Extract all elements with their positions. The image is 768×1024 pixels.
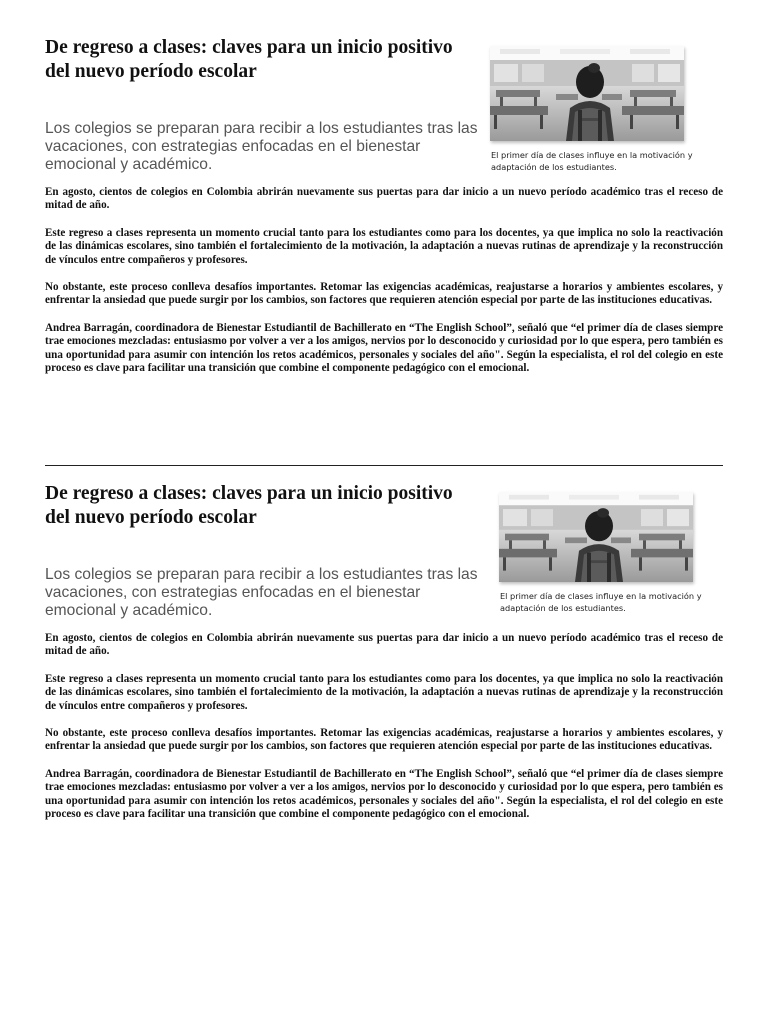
article-header <box>45 482 723 632</box>
paragraph-3: No obstante, este proceso conlleva desafíos importantes. Retomar las exigencias académicas, reajustarse a horarios y ambientes escolares, y enfrentar la ansiedad que puede surgir por los cambios, son factores que requieren atención especial por parte de las instituciones educativas. <box>45 281 723 307</box>
paragraph-4: Andrea Barragán, coordinadora de Bienestar Estudiantil de Bachillerato en “The English School”, señaló que “el primer día de clases siempre trae emociones mezcladas: entusiasmo por volver a ver a los amigos, nervios por lo desconocido y curiosidad por lo que espera, pero también es una oportunidad para asumir con intención los retos académicos, personales y sociales del año". Según la especialista, el rol del colegio en este proceso es clave para facilitar una transición que combine el componente pedagógico con el emocional. <box>45 767 723 821</box>
article-subtitle: Los colegios se preparan para recibir a los estudiantes tras las vacaciones, con estrategias enfocadas en el bienestar emocional y académico. <box>45 566 478 619</box>
paragraph-3: No obstante, este proceso conlleva desafíos importantes. Retomar las exigencias académicas, reajustarse a horarios y ambientes escolares, y enfrentar la ansiedad que puede surgir por los cambios, son factores que requieren atención especial por parte de las instituciones educativas. <box>45 727 723 753</box>
article-subtitle: Los colegios se preparan para recibir a los estudiantes tras las vacaciones, con estrategias enfocadas en el bienestar emocional y académico. <box>45 120 478 173</box>
article-2 <box>45 482 723 835</box>
article-1 <box>45 36 723 389</box>
article-figure <box>497 492 709 614</box>
photo-caption: El primer día de clases influye en la motivación y adaptación de los estudiantes. <box>500 591 702 613</box>
classroom-photo <box>499 492 693 582</box>
paragraph-4: Andrea Barragán, coordinadora de Bienestar Estudiantil de Bachillerato en “The English School”, señaló que “el primer día de clases siempre trae emociones mezcladas: entusiasmo por volver a ver a los amigos, nervios por lo desconocido y curiosidad por lo que espera, pero también es una oportunidad para asumir con intención los retos académicos, personales y sociales del año". Según la especialista, el rol del colegio en este proceso es clave para facilitar una transición que combine el componente pedagógico con el emocional. <box>45 321 723 375</box>
article-title: De regreso a clases: claves para un inicio positivo del nuevo período escolar <box>45 483 453 528</box>
paragraph-2: Este regreso a clases representa un momento crucial tanto para los estudiantes como para los docentes, ya que implica no solo la reactivación de las dinámicas escolares, sino también el fortalecimiento de la motivación, la adaptación a nuevas rutinas de aprendizaje y la reconstrucción de vínculos entre compañeros y profesores. <box>45 672 723 712</box>
section-divider <box>45 465 723 466</box>
paragraph-1: En agosto, cientos de colegios en Colombia abrirán nuevamente sus puertas para dar inicio a un nuevo período académico tras el receso de mitad de año. <box>45 632 723 658</box>
photo-caption: El primer día de clases influye en la motivación y adaptación de los estudiantes. <box>491 150 693 172</box>
paragraph-2: Este regreso a clases representa un momento crucial tanto para los estudiantes como para los docentes, ya que implica no solo la reactivación de las dinámicas escolares, sino también el fortalecimiento de la motivación, la adaptación a nuevas rutinas de aprendizaje y la reconstrucción de vínculos entre compañeros y profesores. <box>45 226 723 266</box>
paragraph-1: En agosto, cientos de colegios en Colombia abrirán nuevamente sus puertas para dar inicio a un nuevo período académico tras el receso de mitad de año. <box>45 186 723 212</box>
article-figure <box>488 46 700 173</box>
article-header <box>45 36 723 186</box>
article-title: De regreso a clases: claves para un inicio positivo del nuevo período escolar <box>45 37 453 82</box>
classroom-photo <box>490 46 684 141</box>
